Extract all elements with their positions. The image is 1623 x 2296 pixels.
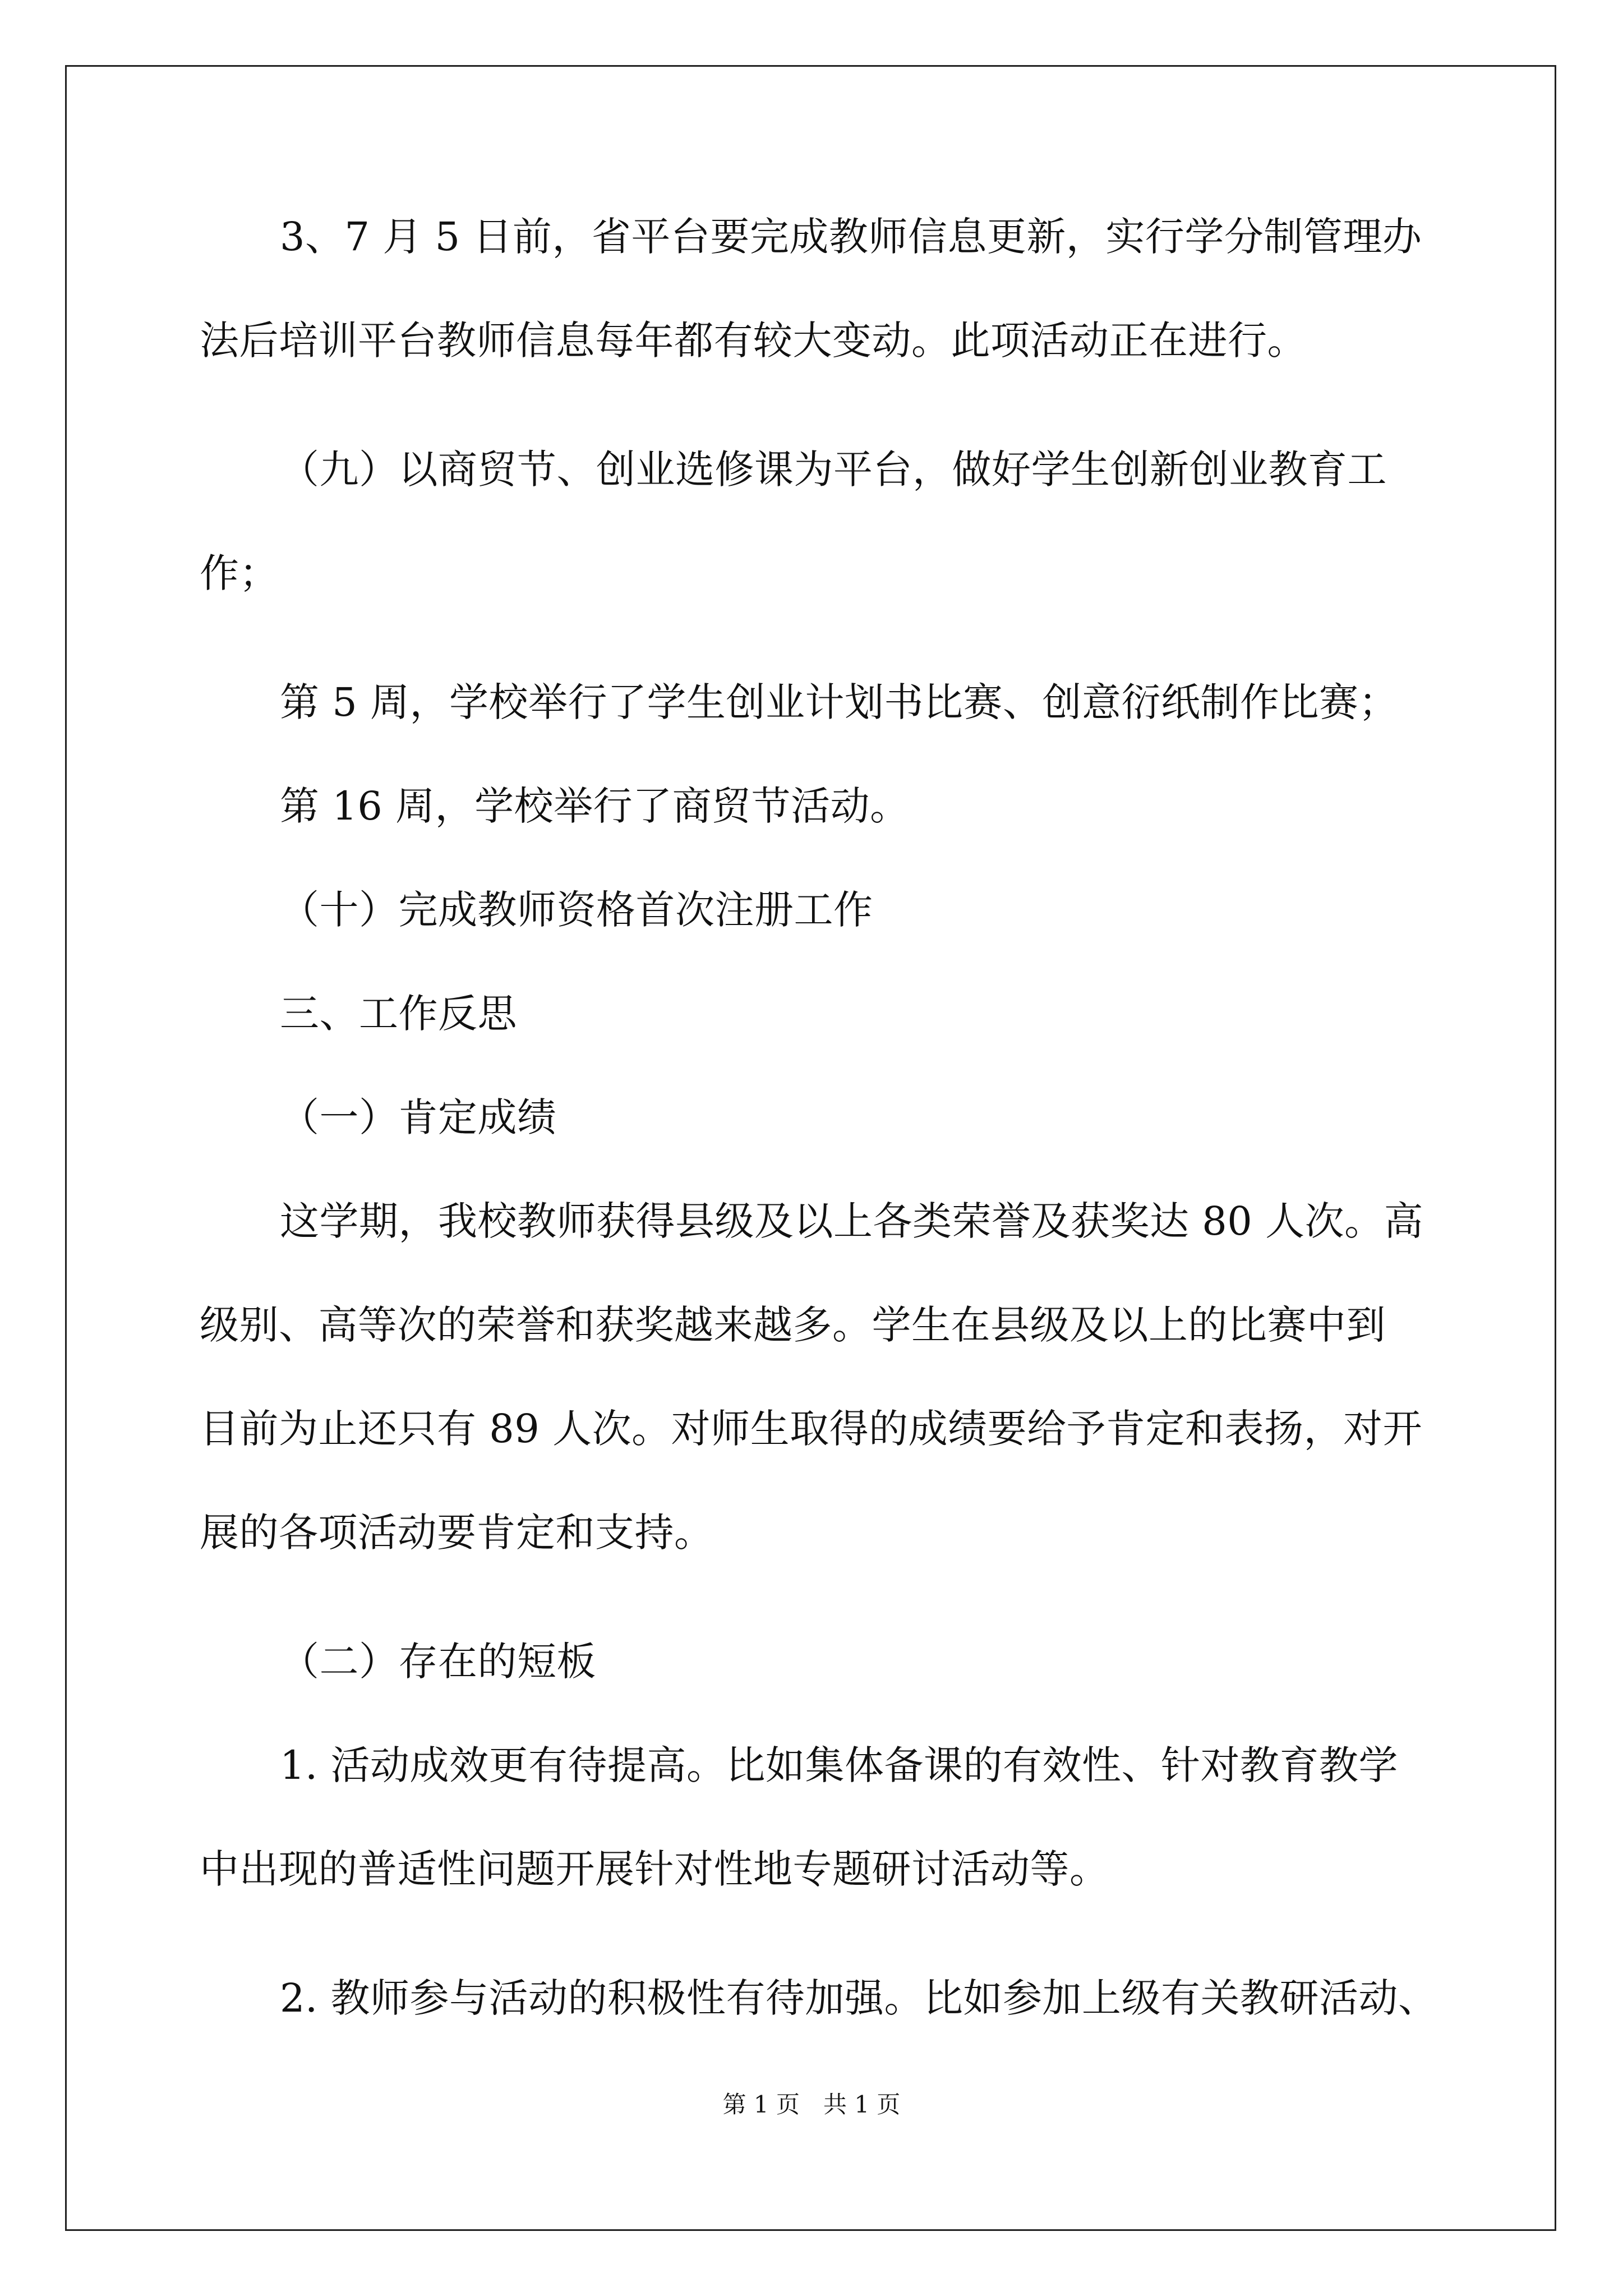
paragraph-line: 展的各项活动要肯定和支持。	[200, 1510, 714, 1556]
paragraph-line: 这学期，我校教师获得县级及以上各类荣誉及获奖达 80 人次。高	[280, 1198, 1424, 1244]
section-heading: （十）完成教师资格首次注册工作	[280, 887, 873, 933]
paragraph-line: 中出现的普适性问题开展针对性地专题研讨活动等。	[200, 1846, 1109, 1892]
page-footer: 第 1 页 共 1 页	[722, 2091, 901, 2118]
paragraph-line: 目前为止还只有 89 人次。对师生取得的成绩要给予肯定和表扬，对开	[200, 1406, 1423, 1452]
paragraph-line: 级别、高等次的荣誉和获奖越来越多。学生在县级及以上的比赛中到	[200, 1302, 1386, 1348]
paragraph-line: 法后培训平台教师信息每年都有较大变动。此项活动正在进行。	[200, 318, 1307, 364]
paragraph-line: 2. 教师参与活动的积极性有待加强。比如参加上级有关教研活动、	[280, 1975, 1438, 2021]
paragraph-line: 1. 活动成效更有待提高。比如集体备课的有效性、针对教育教学	[280, 1742, 1399, 1788]
paragraph-line: 第 16 周，学校举行了商贸节活动。	[280, 783, 910, 829]
paragraph-line: 3、7 月 5 日前，省平台要完成教师信息更新，实行学分制管理办	[280, 214, 1422, 260]
paragraph-line: （九）以商贸节、创业选修课为平台，做好学生创新创业教育工	[280, 447, 1387, 493]
paragraph-line: 作；	[200, 550, 279, 596]
paragraph-line: 第 5 周，学校举行了学生创业计划书比赛、创意衍纸制作比赛；	[280, 679, 1399, 725]
section-heading: （一）肯定成绩	[280, 1094, 557, 1140]
section-heading: （二）存在的短板	[280, 1639, 596, 1685]
section-heading: 三、工作反思	[280, 991, 517, 1037]
page-border	[65, 65, 1556, 2231]
